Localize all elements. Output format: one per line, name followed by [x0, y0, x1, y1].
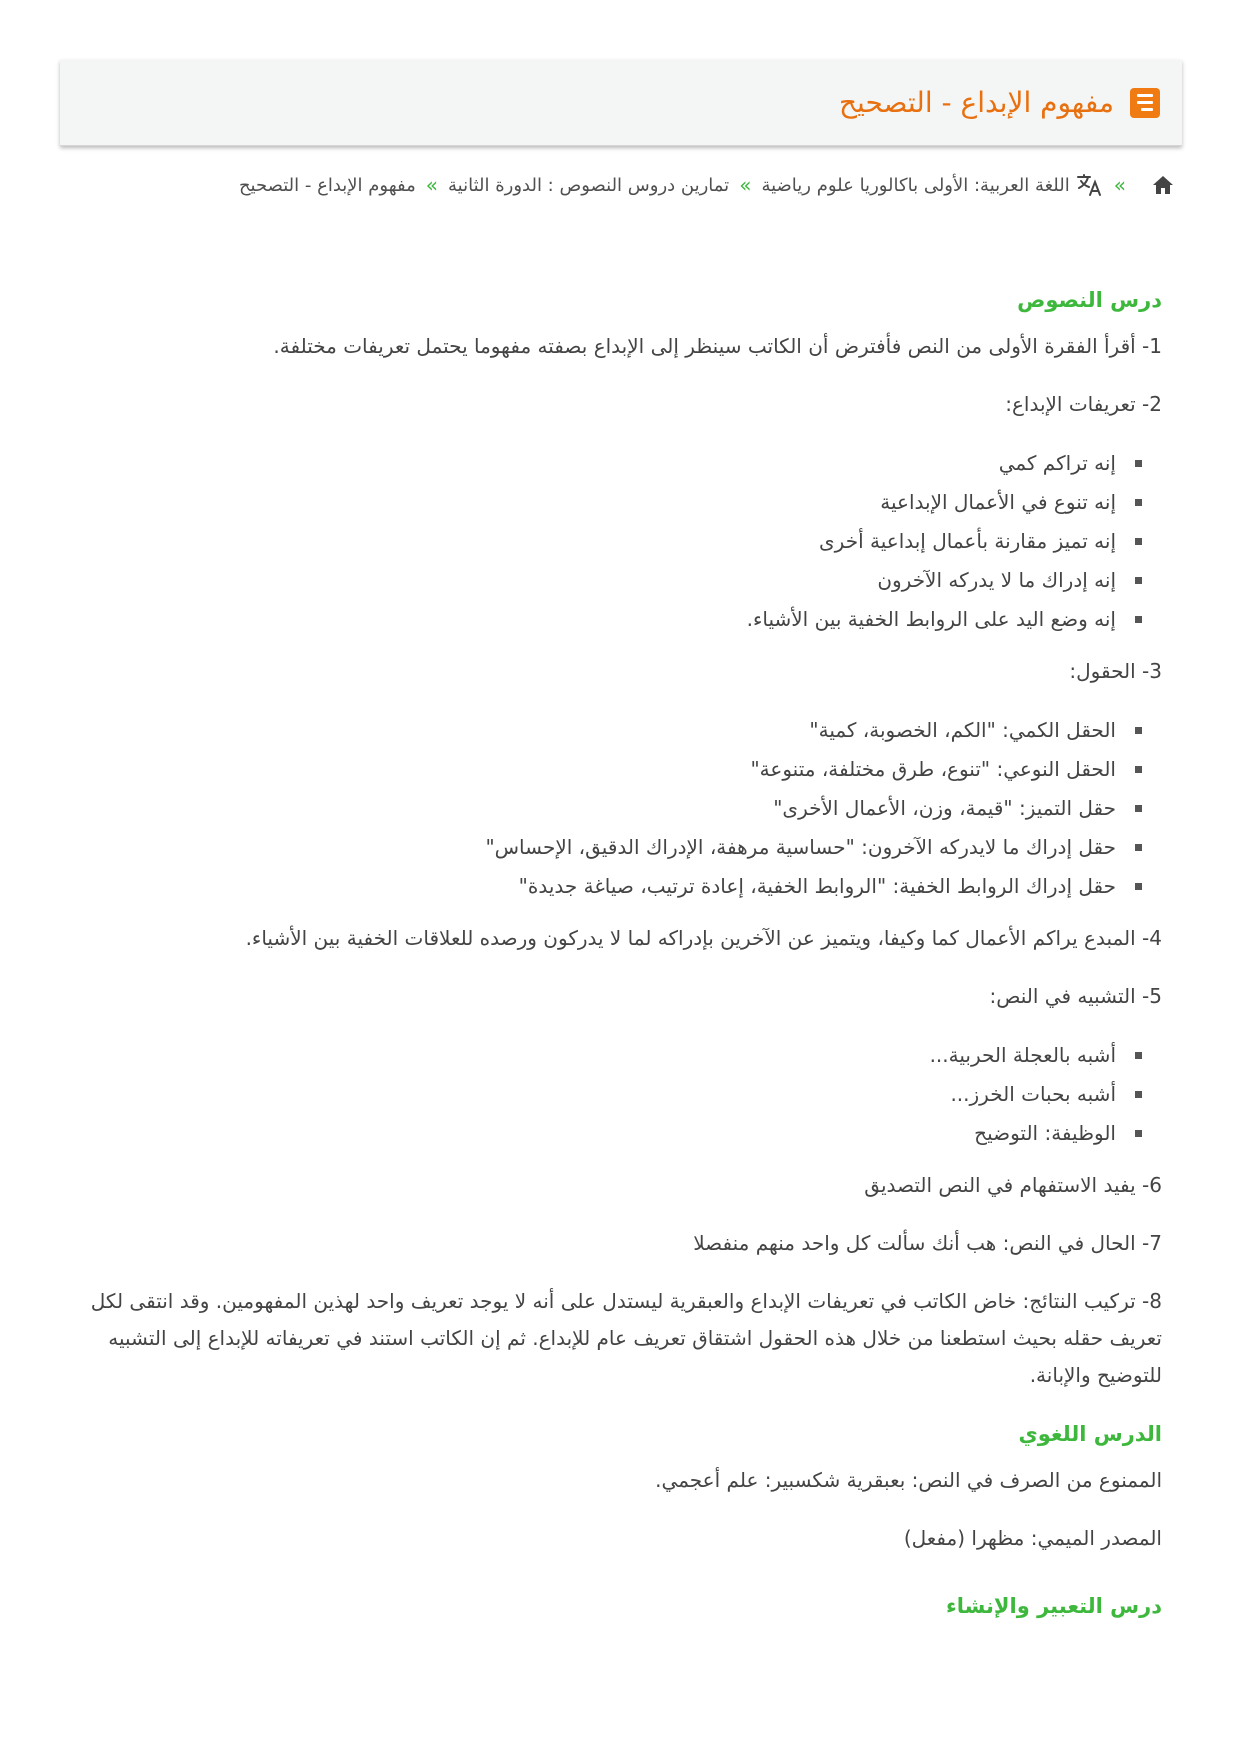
breadcrumb-current: مفهوم الإبداع - التصحيح [238, 174, 416, 196]
translate-icon [1076, 173, 1104, 197]
list-item: إنه إدراك ما لا يدركه الآخرون [80, 561, 1142, 600]
bullet-icon [1135, 1052, 1142, 1059]
list-item: حقل التميز: "قيمة، وزن، الأعمال الأخرى" [80, 789, 1142, 828]
list-item: حقل إدراك الروابط الخفية: "الروابط الخفية، إعادة ترتيب، صياغة جديدة" [80, 867, 1142, 906]
section-title-texts: درس النصوص [1017, 288, 1162, 312]
bullet-icon [1135, 766, 1142, 773]
list-item: الوظيفة: التوضيح [80, 1114, 1142, 1153]
list-item: حقل إدراك ما لايدركه الآخرون: "حساسية مرهفة، الإدراك الدقيق، الإحساس" [80, 828, 1142, 867]
bullet-icon [1135, 499, 1142, 506]
breadcrumb-separator: » [1113, 173, 1126, 197]
list-item: إنه تنوع في الأعمال الإبداعية [80, 483, 1142, 522]
list-item: إنه تميز مقارنة بأعمال إبداعية أخرى [80, 522, 1142, 561]
home-icon[interactable] [1150, 173, 1176, 197]
list-item: الحقل الكمي: "الكم، الخصوبة، كمية" [80, 711, 1142, 750]
question-6: 6- يفيد الاستفهام في النص التصديق [864, 1173, 1162, 1197]
language-item-1: الممنوع من الصرف في النص: بعبقرية شكسبير: علم أعجمي. [655, 1468, 1162, 1492]
breadcrumb-link-exercises[interactable]: تمارين دروس النصوص : الدورة الثانية [448, 174, 730, 196]
breadcrumb [60, 166, 1176, 204]
list-item: أشبه بالعجلة الحربية... [80, 1036, 1142, 1075]
question-7: 7- الحال في النص: هب أنك سألت كل واحد منهم منفصلا [693, 1231, 1162, 1255]
main-content [80, 272, 1162, 1634]
breadcrumb-link-subject[interactable]: اللغة العربية: الأولى باكالوريا علوم رياضية [761, 174, 1070, 196]
bullet-icon [1135, 883, 1142, 890]
page-header [60, 60, 1182, 146]
section-title-expression: درس التعبير والإنشاء [946, 1594, 1162, 1618]
question-1: 1- أقرأ الفقرة الأولى من النص فأفترض أن الكاتب سينظر إلى الإبداع بصفته مفهوما يحتمل تعريفات مختلفة. [273, 334, 1162, 358]
list-item: الحقل النوعي: "تنوع، طرق مختلفة، متنوعة" [80, 750, 1142, 789]
list-item: إنه وضع اليد على الروابط الخفية بين الأشياء. [80, 600, 1142, 639]
bullet-icon [1135, 616, 1142, 623]
fields-list [80, 711, 1162, 906]
question-3: 3- الحقول: [1069, 659, 1162, 683]
bullet-icon [1135, 460, 1142, 467]
list-item: إنه تراكم كمي [80, 444, 1142, 483]
bullet-icon [1135, 577, 1142, 584]
bullet-icon [1135, 805, 1142, 812]
question-5: 5- التشبيه في النص: [989, 984, 1162, 1008]
bullet-icon [1135, 1091, 1142, 1098]
language-item-2: المصدر الميمي: مظهرا (مفعل) [903, 1526, 1162, 1550]
question-8: 8- تركيب النتائج: خاض الكاتب في تعريفات الإبداع والعبقرية ليستدل على أنه لا يوجد تعريف واحد لهذين المفهومين. وقد انتقى لكل تعريف حقله بحيث استطعنا من خلال هذه الحقول اشتقاق تعريف عام للإبداع. ثم إن الكاتب استند في تعريفاته للإبداع إلى التشبيه للتوضيح والإبانة. [90, 1289, 1162, 1387]
document-icon [1130, 88, 1160, 118]
question-2: 2- تعريفات الإبداع: [1005, 392, 1162, 416]
similes-list [80, 1036, 1162, 1153]
list-item: أشبه بحبات الخرز... [80, 1075, 1142, 1114]
bullet-icon [1135, 538, 1142, 545]
section-title-language: الدرس اللغوي [1018, 1422, 1162, 1446]
page-title: مفهوم الإبداع - التصحيح [838, 86, 1114, 119]
breadcrumb-separator: » [425, 173, 438, 197]
bullet-icon [1135, 727, 1142, 734]
question-4: 4- المبدع يراكم الأعمال كما وكيفا، ويتميز عن الآخرين بإدراكه لما لا يدركون ورصده للعلاقات الخفية بين الأشياء. [245, 926, 1162, 950]
breadcrumb-separator: » [739, 173, 752, 197]
bullet-icon [1135, 844, 1142, 851]
definitions-list [80, 444, 1162, 639]
bullet-icon [1135, 1130, 1142, 1137]
